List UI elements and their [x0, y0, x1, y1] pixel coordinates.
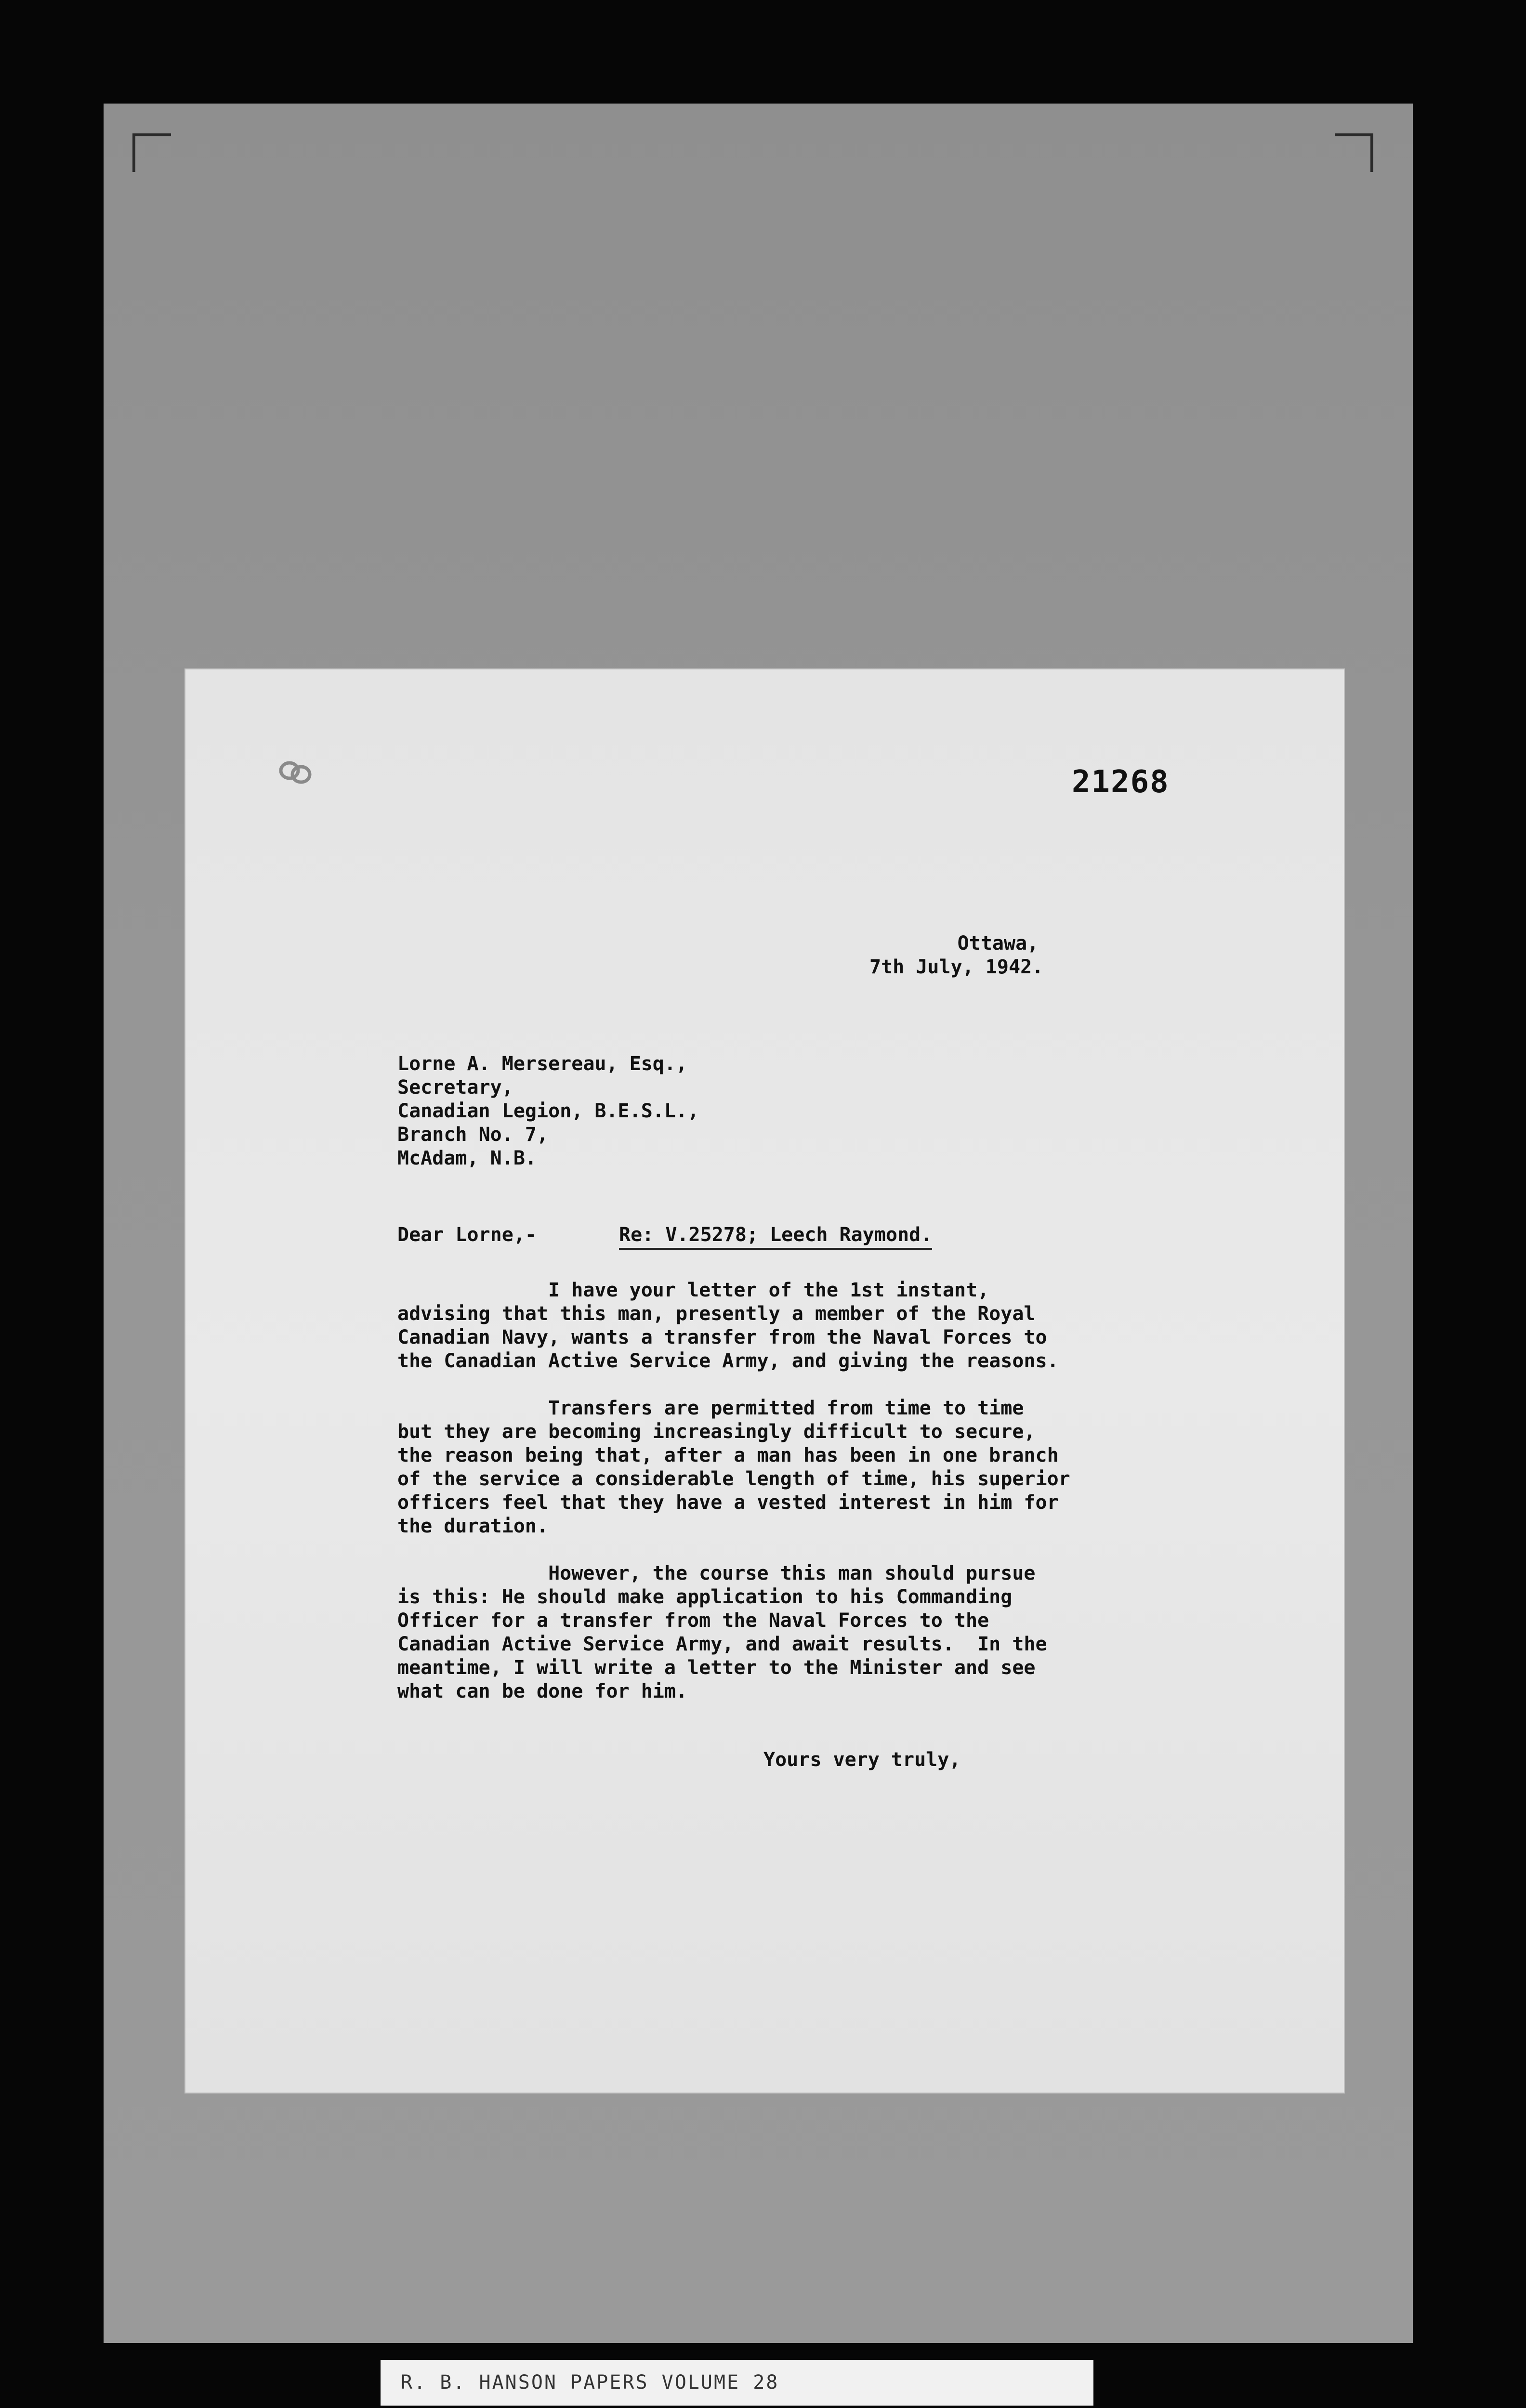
letter-date: 7th July, 1942. — [869, 956, 1044, 978]
paragraph — [397, 1279, 1255, 1373]
body-line: Officer for a transfer from the Naval Forces to the — [397, 1610, 989, 1632]
subject-line: Re: V.25278; Leech Raymond. — [619, 1223, 932, 1250]
body-line: is this: He should make application to his Commanding — [397, 1586, 1013, 1608]
letter-page — [185, 669, 1344, 2093]
crop-mark — [132, 133, 171, 136]
body-line: meantime, I will write a letter to the Minister and see — [397, 1657, 1036, 1679]
volume-label: R. B. HANSON PAPERS VOLUME 28 — [381, 2360, 1093, 2406]
letter-place: Ottawa, — [957, 932, 1039, 955]
recipient-line: Secretary, — [397, 1076, 513, 1099]
crop-mark — [1370, 133, 1373, 172]
body-line: the duration. — [397, 1515, 549, 1537]
salutation: Dear Lorne,- — [397, 1224, 537, 1246]
body-line: advising that this man, presently a member of the Royal — [397, 1303, 1036, 1325]
body-line: officers feel that they have a vested interest in him for — [397, 1492, 1059, 1514]
document-number: 21268 — [1072, 764, 1170, 800]
recipient-address — [397, 1052, 699, 1170]
crop-mark — [132, 133, 135, 172]
body-line: However, the course this man should pursue — [397, 1562, 1036, 1584]
crop-mark — [1335, 133, 1373, 136]
recipient-line: Lorne A. Mersereau, Esq., — [397, 1053, 688, 1075]
body-line: the reason being that, after a man has been in one branch — [397, 1444, 1059, 1466]
body-line: but they are becoming increasingly difficult to secure, — [397, 1421, 1036, 1443]
letter-body — [397, 1279, 1255, 1727]
body-line: the Canadian Active Service Army, and giving the reasons. — [397, 1350, 1059, 1372]
body-line: of the service a considerable length of time, his superior — [397, 1468, 1070, 1490]
paragraph — [397, 1397, 1255, 1538]
paragraph — [397, 1562, 1255, 1703]
body-line: Canadian Navy, wants a transfer from the Naval Forces to — [397, 1326, 1047, 1348]
place-date-block — [869, 932, 1043, 979]
body-line: I have your letter of the 1st instant, — [397, 1279, 989, 1301]
body-line: Canadian Active Service Army, and await results. In the — [397, 1633, 1047, 1655]
paperclip-icon — [277, 756, 316, 790]
body-line: what can be done for him. — [397, 1680, 688, 1702]
closing: Yours very truly, — [763, 1749, 961, 1771]
body-line: Transfers are permitted from time to time — [397, 1397, 1024, 1419]
recipient-line: Branch No. 7, — [397, 1124, 549, 1146]
recipient-line: Canadian Legion, B.E.S.L., — [397, 1100, 699, 1122]
recipient-line: McAdam, N.B. — [397, 1147, 537, 1169]
